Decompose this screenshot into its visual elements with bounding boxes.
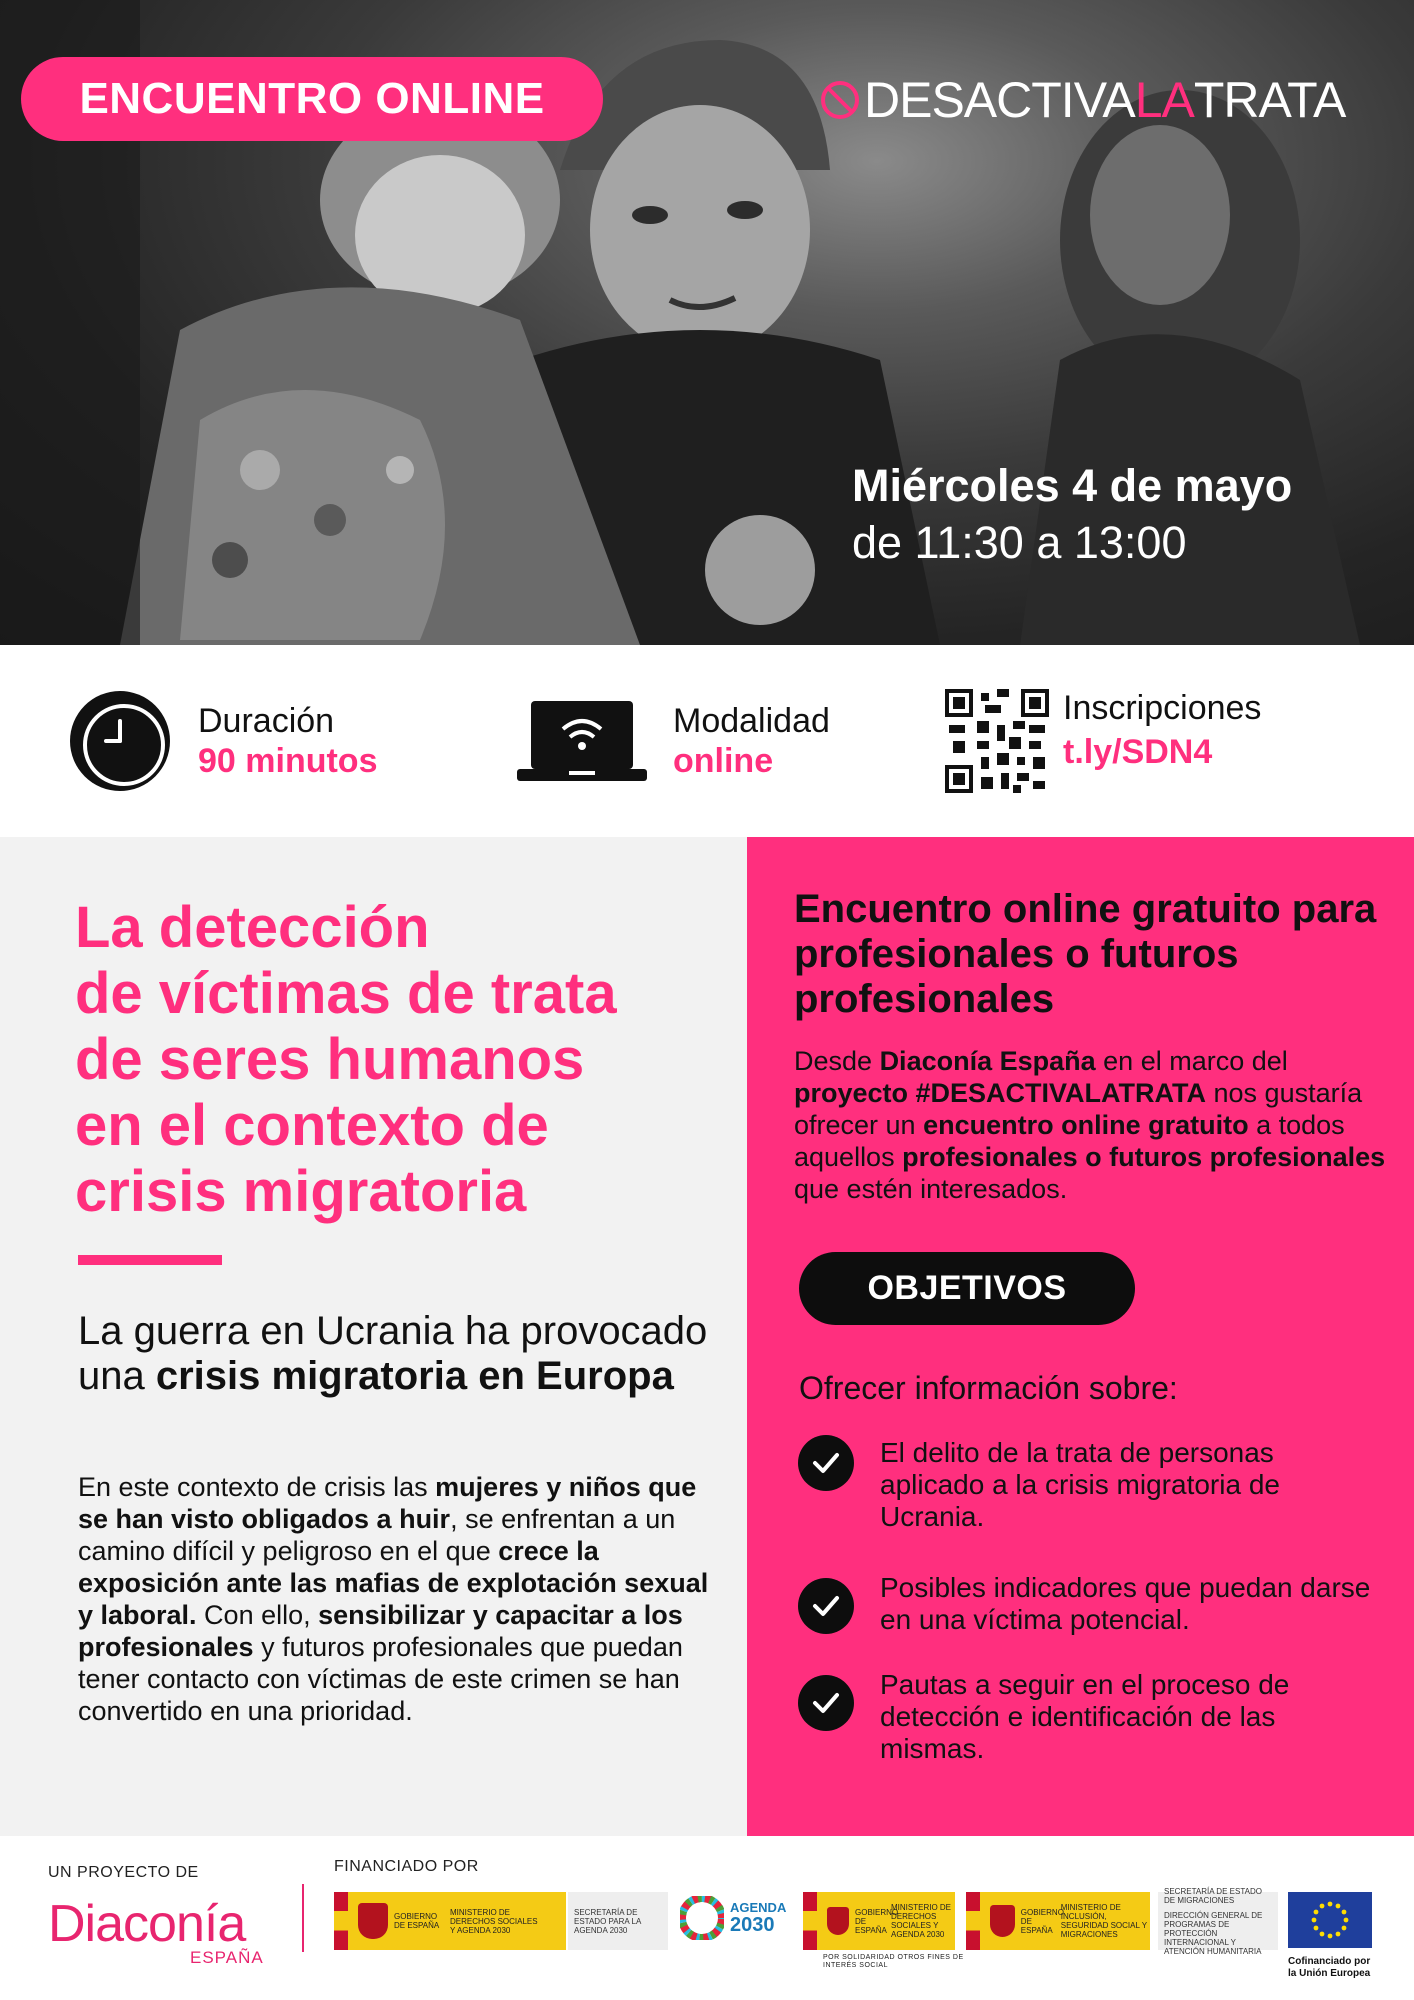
gov-label: GOBIERNO DE ESPAÑA — [394, 1912, 440, 1930]
title-underline — [78, 1255, 222, 1265]
eu-stars-icon — [1288, 1892, 1372, 1948]
free-event-heading: Encuentro online gratuito para profesionales o futuros profesionales — [794, 887, 1377, 1021]
description-part: que estén interesados. — [794, 1174, 1068, 1204]
objective-item-2: Posibles indicadores que puedan darse en una víctima potencial. — [880, 1572, 1371, 1635]
title-line-3: de seres humanos — [75, 1027, 585, 1092]
mode-info — [517, 645, 830, 837]
brand-text-la: LA — [1134, 72, 1194, 128]
solidarity-label: POR SOLIDARIDAD OTROS FINES DE INTERÉS SOCIAL — [823, 1954, 964, 1969]
subheading-text: La guerra en Ucrania ha provocado una — [78, 1309, 708, 1398]
duration-value: 90 minutos — [198, 742, 378, 780]
agenda-2030-logo — [680, 1896, 786, 1940]
duration-info — [70, 645, 377, 837]
duration-label: Duración — [198, 702, 335, 740]
check-icon — [798, 1675, 854, 1731]
signup-link[interactable]: t.ly/SDN4 — [1063, 733, 1213, 771]
spain-coat-of-arms-icon — [358, 1903, 388, 1939]
clock-icon — [70, 691, 170, 791]
description-bold: proyecto #DESACTIVALATRATA — [794, 1078, 1207, 1108]
direccion-label: DIRECCIÓN GENERAL DE PROGRAMAS DE PROTECCIÓN INTERNACIONAL Y ATENCIÓN HUMANITARIA — [1164, 1910, 1263, 1956]
event-info-row — [0, 645, 1414, 837]
title-line-2: de víctimas de trata — [75, 961, 617, 1026]
mode-value: online — [673, 742, 774, 780]
event-type-badge: ENCUENTRO ONLINE — [21, 57, 603, 141]
paragraph-part: En este contexto de crisis las — [78, 1472, 436, 1502]
event-date: Miércoles 4 de mayo — [852, 460, 1293, 511]
objectives-panel — [747, 837, 1414, 1836]
spain-coat-of-arms-icon — [827, 1907, 849, 1935]
objectives-button[interactable]: OBJETIVOS — [799, 1252, 1135, 1325]
secretaria-agenda-logo: SECRETARÍA DE ESTADO PARA LA AGENDA 2030 — [568, 1892, 668, 1950]
ministry-label: MINISTERIO DE INCLUSIÓN, SEGURIDAD SOCIAL Y MIGRACIONES — [1060, 1903, 1147, 1939]
title-line-5: crisis migratoria — [75, 1159, 527, 1224]
ministry-label: MINISTERIO DE DERECHOS SOCIALES Y AGENDA 2030 — [450, 1907, 538, 1935]
desactivalatrata-logo — [818, 70, 1345, 130]
paragraph-bold: crece la exposición ante las mafias de explotación sexual y laboral. — [78, 1536, 709, 1630]
mode-label: Modalidad — [673, 702, 830, 740]
secretaria-migraciones-logo — [1158, 1886, 1278, 1956]
funded-label: FINANCIADO POR — [334, 1858, 479, 1875]
eu-flag-logo — [1288, 1892, 1372, 1948]
brand-text-trata: TRATA — [1193, 72, 1346, 128]
ministry-label: MINISTERIO DE DERECHOS SOCIALES Y AGENDA 2030 — [891, 1903, 952, 1939]
signup-label: Inscripciones — [1063, 689, 1262, 727]
gov-label: GOBIERNO DE ESPAÑA — [855, 1907, 899, 1935]
description-bold: encuentro online gratuito — [923, 1110, 1249, 1140]
paragraph-part: Con ello, — [196, 1600, 319, 1630]
diaconia-espana-text: ESPAÑA — [190, 1948, 264, 1967]
check-icon — [798, 1435, 854, 1491]
context-paragraph — [78, 1471, 718, 1727]
qr-code-icon[interactable] — [945, 689, 1049, 793]
description-part: a todos aquellos — [794, 1110, 1345, 1172]
gov-logo-derechos-sociales — [334, 1892, 566, 1950]
signup-info — [945, 645, 1261, 837]
intro-panel — [0, 837, 747, 1836]
spain-flag-stripe — [334, 1892, 348, 1950]
main-title — [75, 895, 617, 1225]
objective-item-1: El delito de la trata de personas aplicado a la crisis migratoria de Ucrania. — [880, 1437, 1280, 1532]
objective-item-3: Pautas a seguir en el proceso de detección e identificación de las mismas. — [880, 1669, 1290, 1764]
title-line-4a: en el — [75, 1093, 224, 1158]
sdg-wheel-icon — [680, 1896, 724, 1940]
description-part: Desde — [794, 1046, 880, 1076]
laptop-wifi-icon — [517, 699, 647, 783]
paragraph-part: y futuros profesionales que puedan tener contacto con víctimas de este crimen se han convertido en una prioridad. — [78, 1632, 683, 1726]
check-icon — [798, 1578, 854, 1634]
gov-logo-inclusion — [966, 1892, 1150, 1950]
eu-cofinanced-label: Cofinanciado por la Unión Europea — [1288, 1956, 1371, 1979]
no-trafficking-icon — [818, 78, 862, 122]
hero-photo-section — [0, 0, 1414, 645]
agenda-label: AGENDA — [730, 1900, 787, 1915]
spain-flag-stripe — [966, 1892, 980, 1950]
description-part: en el marco del — [1095, 1046, 1288, 1076]
event-time: de 11:30 a 13:00 — [852, 517, 1187, 568]
context-subheading — [78, 1309, 718, 1399]
gov-label: GOBIERNO DE ESPAÑA — [1020, 1907, 1064, 1935]
diaconia-logo: Diaconía — [48, 1895, 246, 1953]
brand-text-desactiva: DESACTIVA — [864, 72, 1135, 128]
gov-logo-otros-fines — [803, 1892, 955, 1950]
description-bold: profesionales o futuros profesionales — [902, 1142, 1386, 1172]
spain-flag-stripe — [803, 1892, 817, 1950]
offer-title: Ofrecer información sobre: — [799, 1370, 1178, 1406]
secretaria-label: SECRETARÍA DE ESTADO DE MIGRACIONES — [1164, 1886, 1262, 1905]
title-line-1: La detección — [75, 895, 430, 960]
title-line-4b: contexto de — [223, 1093, 549, 1158]
subheading-bold: crisis migratoria en Europa — [155, 1354, 674, 1398]
footer-divider — [302, 1884, 304, 1952]
agenda-year: 2030 — [730, 1914, 775, 1936]
spain-coat-of-arms-icon — [990, 1905, 1015, 1937]
free-event-description — [794, 1045, 1394, 1205]
paragraph-part: , se enfrentan a un camino difícil y peligroso en el que — [78, 1504, 676, 1566]
paragraph-bold: mujeres y niños que se han visto obligados a huir — [78, 1472, 697, 1534]
paragraph-bold: sensibilizar y capacitar a los profesionales — [78, 1600, 683, 1662]
description-part: nos gustaría ofrecer un — [794, 1078, 1363, 1140]
sponsors-footer — [0, 1836, 1414, 2000]
description-bold: Diaconía España — [879, 1046, 1096, 1076]
project-label: UN PROYECTO DE — [48, 1864, 199, 1881]
